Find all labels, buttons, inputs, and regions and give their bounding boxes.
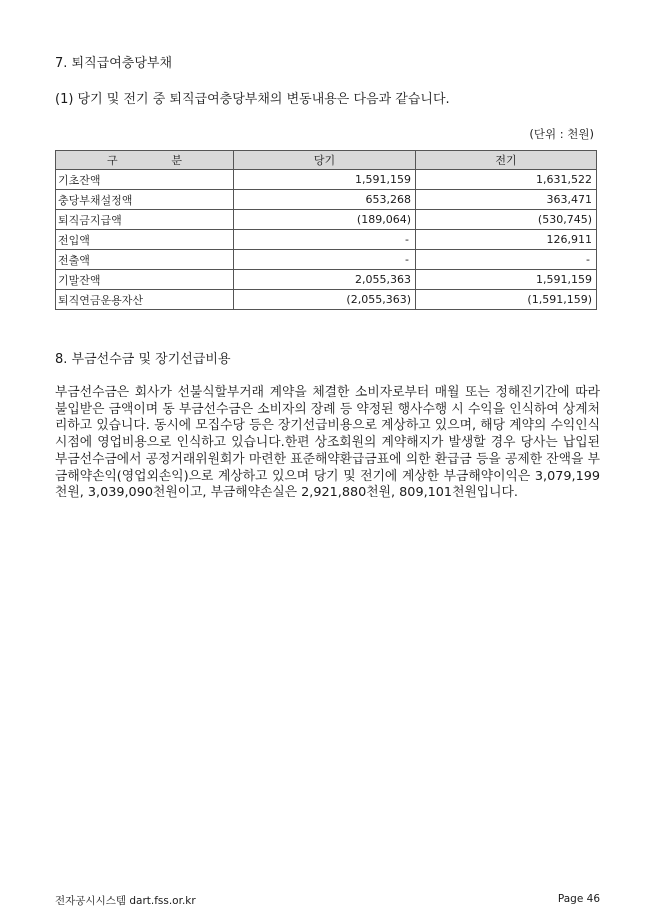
row-prior-value: - [416, 250, 597, 270]
footer-system-name: 전자공시시스템 dart.fss.or.kr [55, 895, 196, 907]
row-label: 전출액 [56, 250, 234, 270]
row-prior-value: 126,911 [416, 230, 597, 250]
row-label: 전입액 [56, 230, 234, 250]
row-current-value: (2,055,363) [234, 290, 416, 310]
table-row [56, 230, 597, 250]
row-label: 충당부채설정액 [56, 190, 234, 210]
row-prior-value: 1,631,522 [416, 170, 597, 190]
row-current-value: 2,055,363 [234, 270, 416, 290]
header-category: 구 분 [56, 151, 234, 170]
table-row [56, 270, 597, 290]
section-8-paragraph: 부금선수금은 회사가 선불식할부거래 계약을 체결한 소비자로부터 매월 또는 정해진기간에 따라 불입받은 금액이며 동 부금선수금은 소비자의 장례 등 약정된 행사수행 시 수익을 인식하여 상계처리하고 있습니다. 동시에 모집수당 등은 장기선급비용으로 계상하고 있으며, 해당 계약의 수익인식 시점에 영업비용으로 인식하고 있습니다.한편 상조회원의 계약해지가 발생할 경우 당사는 납입된 부금선수금에서 공정거래위원회가 마련한 표준해약환급금표에 의한 환급금 등을 공제한 잔액을 부금해약손익(영업외손익)으로 계상하고 있으며 당기 및 전기에 계상한 부금해약이익은 3,079,199천원, 3,039,090천원이고, 부금해약손실은 2,921,880천원, 809,101천원입니다. [55, 385, 600, 501]
row-current-value: 653,268 [234, 190, 416, 210]
row-label: 기말잔액 [56, 270, 234, 290]
row-current-value: - [234, 230, 416, 250]
row-label: 퇴직연금운용자산 [56, 290, 234, 310]
section-7-subtitle: (1) 당기 및 전기 중 퇴직급여충당부채의 변동내용은 다음과 같습니다. [55, 92, 450, 107]
row-current-value: 1,591,159 [234, 170, 416, 190]
row-label: 기초잔액 [56, 170, 234, 190]
table-row [56, 250, 597, 270]
section-8-title: 8. 부금선수금 및 장기선급비용 [55, 352, 231, 367]
footer-page-number: Page 46 [557, 893, 600, 905]
table-row [56, 190, 597, 210]
row-prior-value: 363,471 [416, 190, 597, 210]
row-prior-value: (1,591,159) [416, 290, 597, 310]
header-prior: 전기 [416, 151, 597, 170]
row-current-value: (189,064) [234, 210, 416, 230]
row-label: 퇴직금지급액 [56, 210, 234, 230]
section-8-body [55, 385, 600, 502]
row-prior-value: 1,591,159 [416, 270, 597, 290]
row-prior-value: (530,745) [416, 210, 597, 230]
unit-label: (단위 : 천원) [529, 127, 594, 141]
table-header-row [56, 151, 597, 170]
table-row [56, 210, 597, 230]
table-row [56, 170, 597, 190]
retirement-benefit-table [55, 150, 597, 310]
header-current: 당기 [234, 151, 416, 170]
row-current-value: - [234, 250, 416, 270]
section-7-title: 7. 퇴직급여충당부채 [55, 56, 172, 71]
table-row [56, 290, 597, 310]
